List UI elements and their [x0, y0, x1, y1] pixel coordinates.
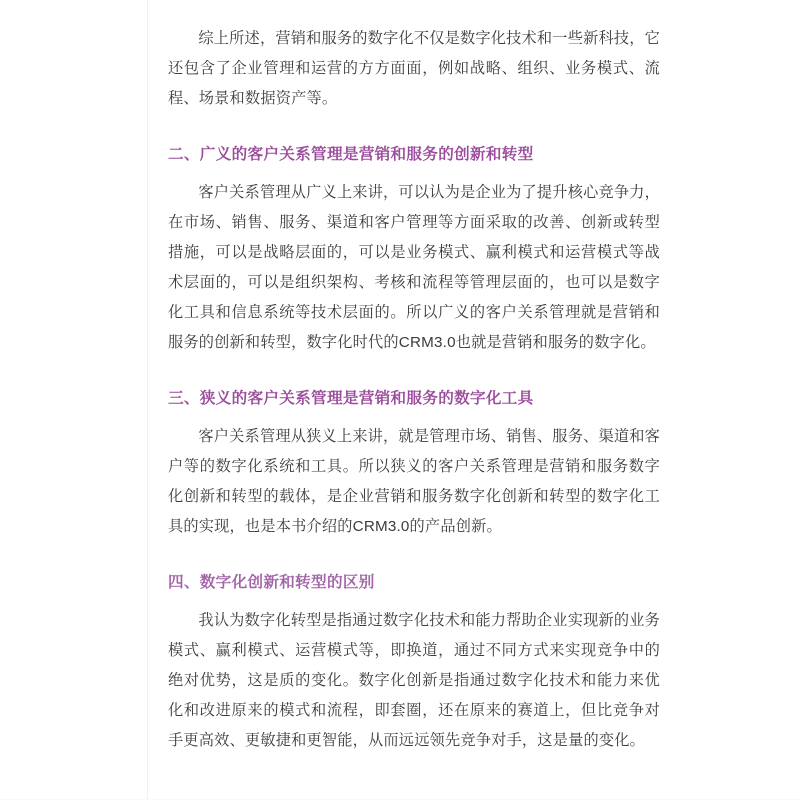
section-three-paragraph: 客户关系管理从狭义上来讲，就是管理市场、销售、服务、渠道和客户等的数字化系统和工具。所以狭义的客户关系管理是营销和服务数字化创新和转型的载体，是企业营销和服务数字化创新和转型的数字化工具的实现，也是本书介绍的CRM3.0的产品创新。	[168, 428, 661, 535]
heading-section-four: 四、数字化创新和转型的区别	[168, 574, 375, 591]
section-two-paragraph: 客户关系管理从广义上来讲，可以认为是企业为了提升核心竞争力，在市场、销售、服务、渠道和客户管理等方面采取的改善、创新或转型措施，可以是战略层面的，可以是业务模式、赢利模式和运营模式等战术层面的，可以是组织架构、考核和流程等管理层面的，也可以是数字化工具和信息系统等技术层面的。所以广义的客户关系管理就是营销和服务的创新和转型，数字化时代的CRM3.0也就是营销和服务的数字化。	[168, 184, 661, 351]
block-spacer	[168, 114, 660, 140]
heading-section-three: 三、狭义的客户关系管理是营销和服务的数字化工具	[168, 390, 534, 407]
block-spacer	[168, 598, 660, 606]
page-edge-line-left	[147, 0, 148, 800]
block-spacer	[168, 542, 660, 568]
heading-section-two: 二、广义的客户关系管理是营销和服务的创新和转型	[168, 146, 534, 163]
section-four-paragraph: 我认为数字化转型是指通过数字化技术和能力帮助企业实现新的业务模式、赢利模式、运营模式等，即换道，通过不同方式来实现竞争中的绝对优势，这是质的变化。数字化创新是指通过数字化技术和能力来优化和改进原来的模式和流程，即套圈，还在原来的赛道上，但比竞争对手更高效、更敏捷和更智能，从而远远领先竞争对手，这是量的变化。	[168, 612, 661, 749]
block-spacer	[168, 170, 660, 178]
intro-paragraph: 综上所述，营销和服务的数字化不仅是数字化技术和一些新科技，它还包含了企业管理和运营的方方面面，例如战略、组织、业务模式、流程、场景和数据资产等。	[168, 30, 661, 107]
block-spacer	[168, 358, 660, 384]
block-spacer	[168, 414, 660, 422]
document-content-column	[168, 24, 660, 756]
